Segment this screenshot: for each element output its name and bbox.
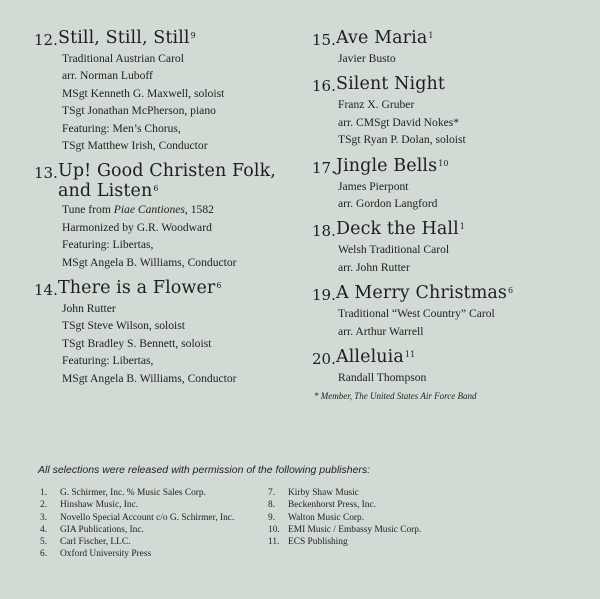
track-number: 20. — [312, 350, 336, 369]
publisher-item: 1. G. Schirmer, Inc. % Music Sales Corp. — [40, 488, 206, 498]
publisher-item: 5. Carl Fischer, LLC. — [40, 537, 131, 548]
track-credits — [312, 50, 588, 67]
track-18 — [312, 219, 588, 276]
track-number: 17. — [312, 158, 336, 177]
footnote-ref: 1 — [428, 31, 434, 40]
track-number: 16. — [312, 77, 336, 96]
footnote-ref: 9 — [190, 31, 196, 40]
track-credits — [312, 241, 588, 276]
credit-line: TSgt Jonathan McPherson, piano — [62, 104, 216, 118]
footnote-ref: 6 — [153, 184, 159, 194]
track-number: 12. — [34, 31, 58, 49]
footnote-ref: 10 — [438, 158, 449, 168]
publisher-item: 4. GIA Publications, Inc. — [40, 524, 144, 535]
footnote-ref: 6 — [508, 286, 514, 296]
credit-line: arr. Gordon Langford — [338, 197, 438, 211]
track-header — [34, 278, 302, 300]
track-14 — [34, 278, 302, 387]
track-header — [312, 74, 588, 96]
track-15 — [312, 28, 588, 67]
credit-line: arr. Arthur Warrell — [338, 324, 424, 338]
publisher-item: 9. Walton Music Corp. — [268, 512, 365, 523]
publisher-item: 10. EMI Music / Embassy Music Corp. — [268, 524, 422, 535]
track-credits — [34, 300, 302, 387]
publisher-list-left — [40, 487, 234, 561]
track-19 — [312, 283, 588, 340]
credit-line: MSgt Angela B. Williams, Conductor — [62, 371, 237, 385]
track-header — [312, 283, 588, 305]
track-header — [34, 161, 302, 201]
track-header — [312, 347, 588, 369]
permissions-heading: All selections were released with permission of the following publishers: — [38, 464, 371, 476]
credit-line: James Pierpont — [338, 179, 409, 193]
track-header — [312, 28, 588, 50]
track-list-left — [34, 28, 302, 394]
track-number: 19. — [312, 286, 336, 305]
track-title: Alleluia$^{11}$ — [336, 347, 416, 368]
track-credits — [312, 305, 588, 340]
credit-line: arr. CMSgt David Nokes* — [338, 115, 460, 129]
track-title: Jingle Bells$^{10}$ — [336, 155, 449, 176]
credit-line: Welsh Traditional Carol — [338, 243, 450, 257]
credit-line: Franz X. Gruber — [338, 98, 415, 112]
track-title: Up! Good Christen Folk, and Listen$^6$ — [58, 161, 276, 202]
credit-line: TSgt Matthew Irish, Conductor — [62, 139, 208, 153]
track-12 — [34, 28, 302, 154]
footnote-ref: 1 — [459, 222, 465, 232]
credit-line: Traditional Austrian Carol — [62, 52, 184, 65]
track-number: 15. — [312, 31, 336, 49]
credit-line: MSgt Kenneth G. Maxwell, soloist — [62, 86, 225, 100]
track-title: A Merry Christmas$^6$ — [336, 283, 514, 304]
credit-line: TSgt Bradley S. Bennett, soloist — [62, 336, 212, 350]
track-credits — [34, 50, 302, 154]
credit-line: John Rutter — [62, 302, 116, 316]
publisher-item: 7. Kirby Shaw Music — [268, 488, 359, 498]
publisher-item: 8. Beckenhorst Press, Inc. — [268, 500, 377, 511]
track-header — [34, 28, 302, 50]
track-title: Silent Night — [336, 74, 446, 95]
publisher-item: 6. Oxford University Press — [40, 549, 152, 560]
credit-line: Harmonized by G.R. Woodward — [62, 220, 212, 234]
credit-line: Traditional “West Country” Carol — [338, 307, 495, 321]
footnote-ref: 11 — [404, 350, 416, 360]
publisher-list-right — [268, 487, 421, 548]
credit-line: MSgt Angela B. Williams, Conductor — [62, 255, 237, 269]
credit-line: Javier Busto — [338, 52, 396, 65]
credit-line: arr. Norman Luboff — [62, 69, 153, 83]
track-title: Still, Still, Still$^9$ — [58, 28, 196, 48]
track-credits — [312, 96, 588, 148]
footnote-ref: 6 — [216, 281, 222, 291]
track-header — [312, 219, 588, 241]
track-number: 18. — [312, 222, 336, 241]
credit-line: Featuring: Libertas, — [62, 238, 154, 252]
track-number: 13. — [34, 164, 58, 183]
credit-line: Randall Thompson — [338, 371, 427, 385]
credit-line: TSgt Ryan P. Dolan, soloist — [338, 133, 466, 147]
track-credits — [34, 201, 302, 271]
credit-line: Tune from Piae Cantiones, 1582 — [62, 203, 214, 217]
track-20 — [312, 347, 588, 386]
track-16 — [312, 74, 588, 148]
publisher-item: 2. Hinshaw Music, Inc. — [40, 500, 139, 511]
credit-line: TSgt Steve Wilson, soloist — [62, 319, 185, 333]
credit-line: Featuring: Men’s Chorus, — [62, 121, 181, 135]
track-title: There is a Flower$^6$ — [58, 278, 222, 299]
track-13 — [34, 161, 302, 271]
track-credits — [312, 369, 588, 386]
track-header — [312, 156, 588, 178]
track-list-right — [312, 28, 588, 393]
track-number: 14. — [34, 281, 58, 300]
track-credits — [312, 178, 588, 213]
member-footnote: * Member, The United States Air Force Band — [314, 391, 477, 401]
publisher-item: 3. Novello Special Account c/o G. Schirmer, Inc. — [40, 512, 235, 523]
credit-line: arr. John Rutter — [338, 260, 410, 274]
track-title: Ave Maria$^1$ — [336, 28, 434, 48]
credit-line: Featuring: Libertas, — [62, 354, 154, 368]
track-title: Deck the Hall$^1$ — [336, 219, 465, 240]
track-17 — [312, 156, 588, 213]
publisher-item: 11. ECS Publishing — [268, 537, 348, 548]
